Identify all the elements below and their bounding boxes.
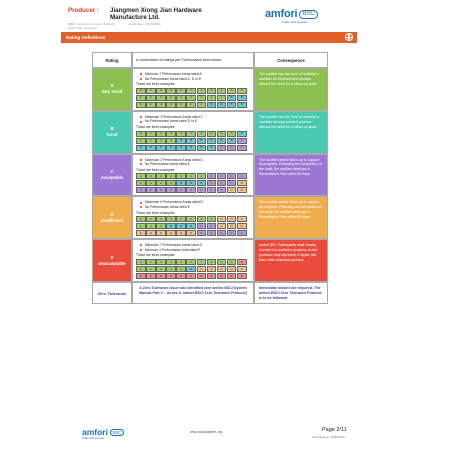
- grade-box: C: [197, 187, 207, 193]
- example-grid: [136, 173, 250, 193]
- zero-tolerance-row: [92, 282, 328, 304]
- grade-box: B: [176, 138, 186, 144]
- grade-box: C: [197, 230, 207, 236]
- grade-box: D: [207, 266, 217, 272]
- rating-label: Acceptable: [100, 174, 124, 180]
- producer-label: Producer :: [68, 7, 99, 14]
- example-grid-row: [136, 216, 250, 222]
- grade-box: D: [166, 230, 176, 236]
- grade-box: D: [227, 266, 237, 272]
- grade-box: A: [217, 95, 227, 101]
- grade-box: D: [197, 266, 207, 272]
- grade-box: B: [166, 145, 176, 151]
- consequence-cell: The auditee has the level of maturity to maintain its improvement process without the need for a follow-up audit.: [254, 111, 328, 154]
- table-header: [92, 52, 328, 68]
- consequence-cell: The auditee needs follow-up to support its progress. Following the completion of the audit, the auditee develops a Remediation Plan within 60 days.: [254, 196, 328, 239]
- grade-box: B: [146, 145, 156, 151]
- header-consequence: Consequence: [254, 52, 328, 68]
- grade-box: D: [136, 230, 146, 236]
- bullet-dot-icon: [140, 202, 142, 204]
- example-grid-row: [136, 259, 250, 265]
- grade-box: C: [227, 145, 237, 151]
- grade-box: A: [156, 216, 166, 222]
- grade-box: E: [186, 273, 196, 279]
- grade-box: D: [146, 230, 156, 236]
- grade-box: B: [207, 145, 217, 151]
- grade-box: B: [217, 138, 227, 144]
- bullet-text: Minimum 7 Performance Areas rated A: [145, 72, 202, 76]
- grade-box: A: [146, 102, 156, 108]
- grade-box: A: [166, 173, 176, 179]
- header-combination: A combination of ratings per Performance Area where:: [132, 52, 254, 68]
- rating-letter: C: [110, 168, 114, 174]
- grade-box: A: [156, 223, 166, 229]
- consequence-cell: The auditee has the level of maturity to maintain its improvement process without the need for a follow-up audit.: [254, 68, 328, 111]
- grade-box: E: [176, 273, 186, 279]
- grade-box: C: [207, 223, 217, 229]
- grade-box: E: [237, 259, 247, 265]
- grade-box: C: [156, 187, 166, 193]
- consequence-cell: The auditee needs follow-up to support its progress. Following the completion of the audit, the auditee develops a Remediation Plan within 60 days.: [254, 154, 328, 197]
- example-grid-row: [136, 223, 250, 229]
- example-grid-row: [136, 180, 250, 186]
- rating-letter: A: [110, 83, 114, 89]
- example-grid-row: [136, 88, 250, 94]
- example-grid-row: [136, 173, 250, 179]
- meta-audit-date: Audit Date : 20/01/2019: [129, 22, 161, 26]
- footer-logo-bsc: BSC: [110, 429, 124, 436]
- rating-row-c: [92, 154, 328, 197]
- grade-box: A: [176, 259, 186, 265]
- grade-box: E: [237, 273, 247, 279]
- grade-box: A: [156, 266, 166, 272]
- grade-box: A: [136, 131, 146, 137]
- grade-box: A: [186, 102, 196, 108]
- grade-box: A: [197, 95, 207, 101]
- bullet-text: No Performance Areas rated E: [145, 162, 190, 167]
- bullet-text: No Performance Areas rated C, D or E: [145, 76, 202, 81]
- grade-box: C: [227, 173, 237, 179]
- example-grid-row: [136, 102, 250, 108]
- combination-cell: [132, 239, 254, 282]
- example-grid-row: [136, 131, 250, 137]
- header-meta: [68, 22, 175, 30]
- grade-box: A: [146, 259, 156, 265]
- grade-box: A: [156, 95, 166, 101]
- grade-box: A: [166, 131, 176, 137]
- grade-box: A: [166, 102, 176, 108]
- grade-box: A: [207, 216, 217, 222]
- rating-label: Insufficient: [100, 217, 124, 223]
- header-rating: Rating: [92, 52, 132, 68]
- grade-box: C: [207, 230, 217, 236]
- grade-box: B: [186, 180, 196, 186]
- grade-box: A: [176, 216, 186, 222]
- grade-box: A: [186, 131, 196, 137]
- rating-label: Unacceptable: [98, 260, 126, 266]
- grade-box: C: [207, 187, 217, 193]
- grade-box: A: [227, 88, 237, 94]
- grade-box: A: [176, 266, 186, 272]
- consequence-cell: amfori BSC Participants shall closely oversee the auditee's progress as the producer may represent a higher risk than other business partners.: [254, 239, 328, 282]
- grade-box: E: [197, 273, 207, 279]
- grade-box: A: [156, 102, 166, 108]
- grade-box: E: [136, 273, 146, 279]
- grade-box: C: [166, 187, 176, 193]
- grade-box: A: [146, 88, 156, 94]
- grade-box: B: [136, 145, 146, 151]
- grade-box: D: [237, 216, 247, 222]
- grade-box: C: [146, 187, 156, 193]
- grade-box: A: [166, 88, 176, 94]
- grade-box: B: [166, 223, 176, 229]
- grade-box: A: [146, 266, 156, 272]
- zero-tolerance-combination: A Zero Tolerance issue was identified (see amfori BSCI System Manual Part V – Annex 6: amfori BSCI Zero Tolerance Protocol): [132, 282, 254, 304]
- grade-box: A: [146, 138, 156, 144]
- grade-box: A: [136, 138, 146, 144]
- grade-box: A: [146, 180, 156, 186]
- grade-box: A: [166, 95, 176, 101]
- grade-box: C: [237, 138, 247, 144]
- rating-letter: E: [110, 254, 114, 260]
- rating-letter: D: [110, 211, 114, 217]
- grade-box: D: [217, 216, 227, 222]
- bullet-text: Minimum 1 Performance Area rated E: [145, 247, 201, 252]
- grade-box: A: [197, 102, 207, 108]
- rating-table: [92, 52, 328, 304]
- grade-box: A: [156, 180, 166, 186]
- bullet-dot-icon: [140, 163, 142, 165]
- footer-logo: [82, 427, 124, 437]
- grade-box: A: [136, 180, 146, 186]
- table-body: [92, 68, 328, 282]
- logo-tagline: Trade with purpose: [282, 20, 308, 24]
- grade-box: A: [217, 88, 227, 94]
- example-grid-row: [136, 145, 250, 151]
- logo-bsc: BSC: [299, 10, 317, 19]
- grade-box: E: [217, 273, 227, 279]
- bullet-dot-icon: [140, 121, 142, 123]
- rating-cell: [92, 239, 132, 282]
- grade-box: A: [186, 88, 196, 94]
- grade-box: A: [136, 216, 146, 222]
- zero-tolerance-consequence: Immediate actions are required. The amfori BSCI Zero Tolerance Protocol is to be followed.: [254, 282, 328, 304]
- grade-box: D: [227, 187, 237, 193]
- grade-box: B: [197, 145, 207, 151]
- company-name: Jiangmen Xiong Jian Hardware Manufacture Ltd.: [110, 7, 202, 22]
- grade-box: A: [156, 131, 166, 137]
- grade-box: B: [156, 145, 166, 151]
- grade-box: B: [217, 102, 227, 108]
- footer-tagline: Trade with purpose: [82, 437, 105, 440]
- grade-box: A: [156, 138, 166, 144]
- bullet-text: No Performance Areas rated E: [145, 204, 190, 209]
- grade-box: A: [227, 259, 237, 265]
- bullet-text: Maximum 3 Performance Areas rated C: [145, 114, 203, 119]
- grade-box: A: [136, 88, 146, 94]
- example-grid-row: [136, 273, 250, 279]
- grade-box: B: [197, 180, 207, 186]
- grade-box: A: [197, 259, 207, 265]
- grade-box: A: [166, 266, 176, 272]
- rating-cell: [92, 68, 132, 111]
- grade-box: B: [186, 138, 196, 144]
- combination-cell: [132, 111, 254, 154]
- examples-label: These are three examples:: [136, 210, 176, 215]
- grade-box: A: [176, 173, 186, 179]
- grade-box: A: [176, 95, 186, 101]
- grade-box: A: [197, 131, 207, 137]
- bullet-dot-icon: [140, 206, 142, 208]
- grade-box: A: [186, 173, 196, 179]
- grade-box: E: [146, 273, 156, 279]
- bullet-text: Maximum 6 Performance Areas rated D: [145, 200, 203, 205]
- grade-box: A: [166, 138, 176, 144]
- grade-box: A: [197, 88, 207, 94]
- example-grid-row: [136, 266, 250, 272]
- example-grid-row: [136, 138, 250, 144]
- grade-box: A: [186, 216, 196, 222]
- rating-row-a: [92, 68, 328, 111]
- grade-box: B: [186, 223, 196, 229]
- grade-box: D: [176, 230, 186, 236]
- rating-cell: [92, 196, 132, 239]
- generated-date: Generated on: 10/02/2019: [312, 435, 345, 439]
- page-number: Page 2/11: [322, 427, 347, 433]
- example-grid: [136, 131, 250, 151]
- grade-box: B: [237, 102, 247, 108]
- criteria-bullet: [136, 248, 250, 253]
- grade-box: A: [207, 259, 217, 265]
- grade-box: A: [217, 259, 227, 265]
- grade-box: D: [186, 230, 196, 236]
- grade-box: D: [227, 223, 237, 229]
- examples-label: These are three examples:: [136, 167, 176, 172]
- grade-box: B: [227, 138, 237, 144]
- grade-box: A: [217, 131, 227, 137]
- globe-icon[interactable]: [345, 33, 353, 41]
- amfori-logo: [265, 8, 318, 20]
- grade-box: A: [197, 216, 207, 222]
- grade-box: A: [136, 266, 146, 272]
- grade-box: E: [166, 273, 176, 279]
- section-bar: [61, 32, 357, 43]
- grade-box: A: [207, 131, 217, 137]
- grade-box: C: [217, 187, 227, 193]
- grade-box: C: [237, 173, 247, 179]
- rating-row-d: [92, 196, 328, 239]
- grade-box: C: [227, 230, 237, 236]
- grade-box: A: [176, 131, 186, 137]
- grade-box: B: [227, 102, 237, 108]
- meta-audit-type: Audit Type : Full Audit: [68, 26, 97, 30]
- grade-box: A: [186, 259, 196, 265]
- rating-cell: [92, 154, 132, 197]
- grade-box: B: [186, 145, 196, 151]
- grade-box: A: [176, 102, 186, 108]
- bullet-dot-icon: [140, 116, 142, 118]
- criteria-bullet: [136, 119, 250, 124]
- bullet-text: No Performance Areas rated D or E: [145, 119, 198, 124]
- report-page: [60, 0, 358, 450]
- grade-box: C: [237, 145, 247, 151]
- grade-box: A: [156, 259, 166, 265]
- grade-box: C: [227, 180, 237, 186]
- grade-box: A: [176, 88, 186, 94]
- grade-box: A: [136, 223, 146, 229]
- combination-cell: [132, 154, 254, 197]
- example-grid-row: [136, 95, 250, 101]
- grade-box: A: [156, 173, 166, 179]
- grade-box: A: [207, 88, 217, 94]
- grade-box: A: [227, 131, 237, 137]
- grade-box: D: [217, 223, 227, 229]
- grade-box: D: [237, 187, 247, 193]
- criteria-bullet: [136, 205, 250, 210]
- grade-box: A: [186, 95, 196, 101]
- criteria-bullet: [136, 162, 250, 167]
- grade-box: E: [207, 273, 217, 279]
- grade-box: B: [207, 138, 217, 144]
- example-grid-row: [136, 230, 250, 236]
- grade-box: D: [237, 223, 247, 229]
- grade-box: B: [237, 131, 247, 137]
- rating-letter: B: [110, 126, 114, 132]
- grade-box: A: [166, 259, 176, 265]
- grade-box: D: [217, 266, 227, 272]
- bullet-dot-icon: [140, 159, 142, 161]
- grade-box: C: [237, 230, 247, 236]
- grade-box: A: [146, 95, 156, 101]
- grade-box: C: [217, 173, 227, 179]
- logo-word: amfori: [265, 8, 298, 20]
- zero-tolerance-label: Zero Tolerance: [92, 282, 132, 304]
- grade-box: D: [156, 230, 166, 236]
- grade-box: A: [136, 173, 146, 179]
- bullet-text: Minimum 7 Performance Areas rated D: [145, 243, 202, 248]
- grade-box: A: [146, 173, 156, 179]
- bullet-dot-icon: [140, 73, 142, 75]
- grade-box: A: [197, 173, 207, 179]
- example-grid: [136, 259, 250, 279]
- grade-box: A: [166, 216, 176, 222]
- rating-row-e: [92, 239, 328, 282]
- rating-row-b: [92, 111, 328, 154]
- grade-box: B: [186, 266, 196, 272]
- grade-box: C: [197, 223, 207, 229]
- bullet-text: Maximum 2 Performance Areas rated D: [145, 157, 203, 162]
- grade-box: A: [146, 223, 156, 229]
- grade-box: A: [136, 102, 146, 108]
- example-grid-row: [136, 187, 250, 193]
- grade-box: E: [227, 273, 237, 279]
- rating-cell: [92, 111, 132, 154]
- footer-url[interactable]: www.bsciplatform.org: [190, 430, 223, 434]
- bullet-dot-icon: [140, 78, 142, 80]
- meta-dbid: DBID : amfori-xxx-xxxxxx | Audit ID: [68, 22, 115, 26]
- footer-logo-word: amfori: [82, 427, 108, 437]
- grade-box: D: [227, 216, 237, 222]
- grade-box: E: [156, 273, 166, 279]
- combination-cell: [132, 68, 254, 111]
- grade-box: A: [166, 180, 176, 186]
- grade-box: A: [136, 95, 146, 101]
- grade-box: B: [237, 95, 247, 101]
- rating-label: Good: [106, 132, 118, 138]
- grade-box: C: [217, 145, 227, 151]
- grade-box: A: [207, 95, 217, 101]
- grade-box: C: [217, 230, 227, 236]
- grade-box: B: [227, 95, 237, 101]
- criteria-bullet: [136, 77, 250, 82]
- section-title: Rating Definitions: [66, 34, 106, 40]
- grade-box: A: [237, 88, 247, 94]
- grade-box: B: [176, 223, 186, 229]
- bullet-dot-icon: [140, 244, 142, 246]
- examples-label: These are three examples:: [136, 82, 176, 87]
- grade-box: C: [186, 187, 196, 193]
- rating-label: Very Good: [101, 89, 123, 95]
- grade-box: C: [217, 180, 227, 186]
- examples-label: These are three examples:: [136, 253, 176, 258]
- grade-box: C: [176, 187, 186, 193]
- grade-box: A: [156, 88, 166, 94]
- grade-box: C: [207, 173, 217, 179]
- grade-box: B: [176, 145, 186, 151]
- examples-label: These are three examples:: [136, 124, 176, 129]
- example-grid: [136, 88, 250, 108]
- example-grid: [136, 216, 250, 236]
- grade-box: A: [136, 259, 146, 265]
- grade-box: D: [237, 180, 247, 186]
- grade-box: B: [176, 180, 186, 186]
- bullet-dot-icon: [140, 249, 142, 251]
- grade-box: A: [146, 131, 156, 137]
- grade-box: B: [207, 102, 217, 108]
- combination-cell: [132, 196, 254, 239]
- grade-box: A: [146, 216, 156, 222]
- grade-box: C: [207, 180, 217, 186]
- grade-box: C: [136, 187, 146, 193]
- grade-box: B: [197, 138, 207, 144]
- grade-box: D: [237, 266, 247, 272]
